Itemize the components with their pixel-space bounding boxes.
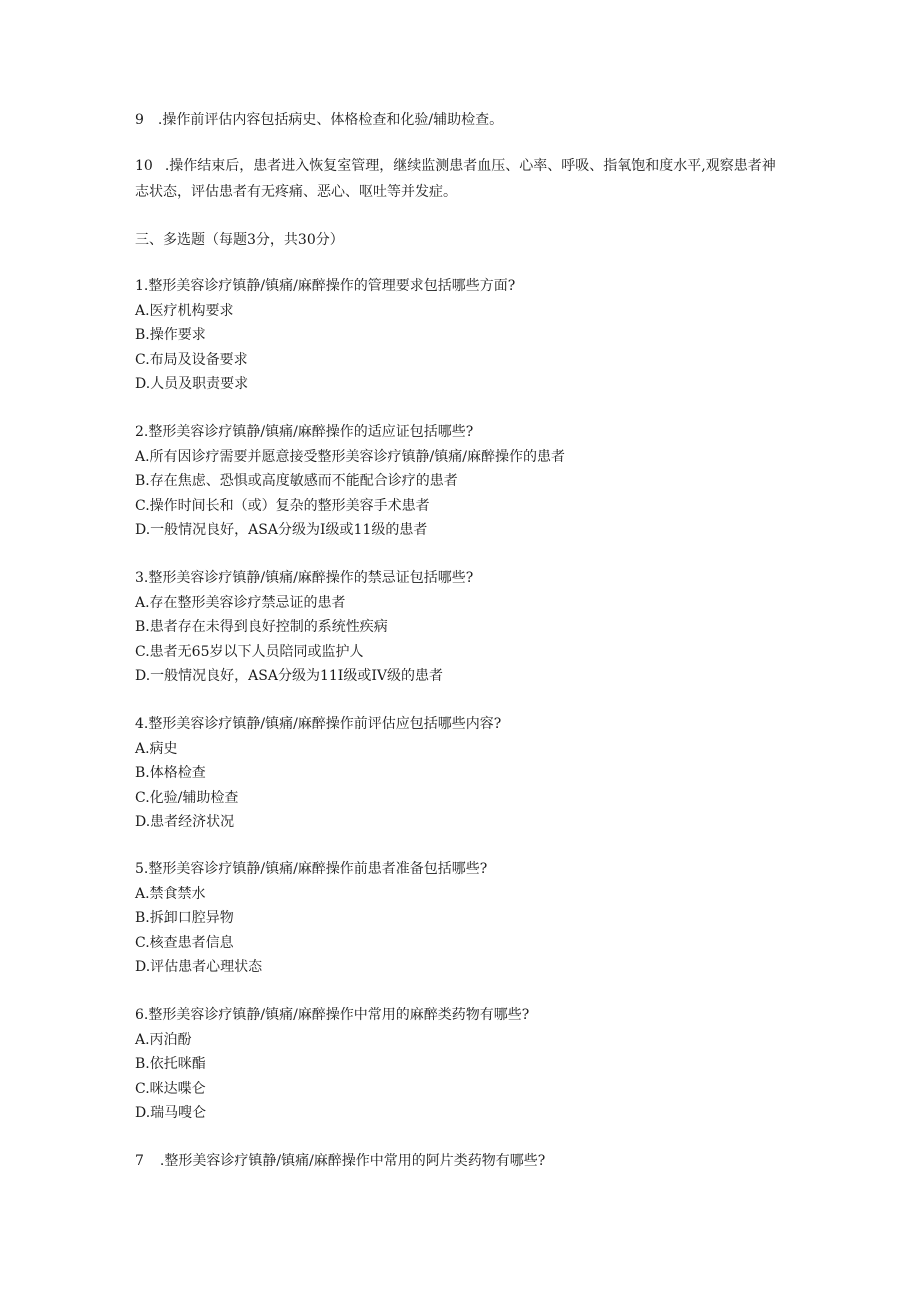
statement-10	[135, 153, 795, 205]
question-1	[135, 274, 795, 397]
question-7	[135, 1149, 795, 1174]
question-3	[135, 566, 795, 689]
option-a: A.丙泊酚	[135, 1031, 192, 1048]
statement-text: .操作结束后，患者进入恢复室管理，继续监测患者血压、心率、呼吸、指氧饱和度水平,观察患者神志状态，评估患者有无疼痛、恶心、呕吐等并发症。	[135, 158, 776, 200]
option-a: A.存在整形美容诊疗禁忌证的患者	[135, 594, 346, 611]
option-a: A.禁食禁水	[135, 885, 206, 902]
option-d: D.人员及职责要求	[135, 376, 249, 392]
option-a: A.医疗机构要求	[135, 302, 234, 319]
option-c: C.核查患者信息	[135, 934, 234, 951]
option-c: C.操作时间长和（或）复杂的整形美容手术患者	[135, 497, 430, 514]
option-c: C.患者无65岁以下人员陪同或监护人	[135, 643, 364, 660]
statement-number: 10	[135, 158, 153, 174]
section-heading: 三、多选题（每题3分，共30分）	[135, 232, 344, 248]
option-a: A.病史	[135, 740, 178, 757]
question-5	[135, 857, 795, 980]
option-d: D.瑞马嗖仑	[135, 1105, 207, 1121]
option-b: B.体格检查	[135, 765, 206, 781]
question-4	[135, 712, 795, 835]
question-text: 6.整形美容诊疗镇静/镇痛/麻醉操作中常用的麻醉类药物有哪些?	[135, 1007, 530, 1023]
option-d: D.评估患者心理状态	[135, 959, 263, 975]
question-text: 3.整形美容诊疗镇静/镇痛/麻醉操作的禁忌证包括哪些?	[135, 570, 474, 586]
option-b: B.操作要求	[135, 327, 206, 343]
option-c: C.咪达喋仑	[135, 1080, 206, 1097]
option-b: B.患者存在未得到良好控制的系统性疾病	[135, 619, 388, 635]
statement-9	[135, 108, 795, 133]
option-d: D.一般情况良好，ASA分级为I级或11级的患者	[135, 522, 428, 538]
question-text: 5.整形美容诊疗镇静/镇痛/麻醉操作前患者准备包括哪些?	[135, 861, 488, 877]
question-text: 1.整形美容诊疗镇静/镇痛/麻醉操作的管理要求包括哪些方面?	[135, 278, 516, 294]
statement-number: 9	[135, 112, 144, 128]
question-6	[135, 1003, 795, 1126]
question-2	[135, 420, 795, 543]
question-text: 2.整形美容诊疗镇静/镇痛/麻醉操作的适应证包括哪些?	[135, 424, 474, 440]
option-b: B.存在焦虑、恐惧或高度敏感而不能配合诊疗的患者	[135, 473, 458, 489]
option-b: B.拆卸口腔异物	[135, 910, 234, 926]
option-a: A.所有因诊疗需要并愿意接受整形美容诊疗镇静/镇痛/麻醉操作的患者	[135, 448, 565, 465]
statement-text: .操作前评估内容包括病史、体格检查和化验/辅助检查。	[157, 112, 504, 128]
option-b: B.依托咪酯	[135, 1056, 206, 1072]
question-number: 7	[135, 1153, 144, 1169]
option-c: C.化验/辅助检查	[135, 789, 239, 806]
question-text: 4.整形美容诊疗镇静/镇痛/麻醉操作前评估应包括哪些内容?	[135, 716, 502, 732]
option-d: D.患者经济状况	[135, 814, 235, 830]
option-c: C.布局及设备要求	[135, 351, 248, 368]
question-text: .整形美容诊疗镇静/镇痛/麻醉操作中常用的阿片类药物有哪些?	[159, 1153, 546, 1169]
option-d: D.一般情况良好，ASA分级为11I级或IV级的患者	[135, 668, 443, 684]
